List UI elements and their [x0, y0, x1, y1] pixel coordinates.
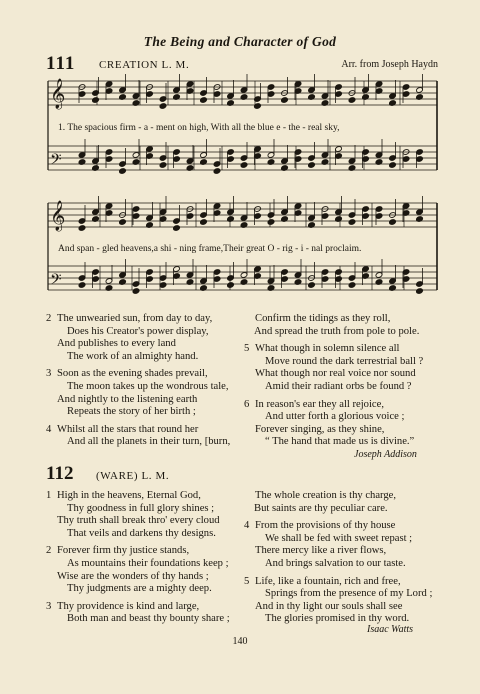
note-head: [281, 97, 289, 104]
verse-line: [46, 394, 246, 407]
verse-text: Whilst all the stars that round her: [57, 423, 199, 435]
verse-line: [46, 558, 246, 571]
verse-text: The unwearied sun, from day to day,: [57, 313, 213, 324]
note-head: [159, 162, 167, 169]
verse: [46, 424, 246, 449]
note-head: [92, 97, 100, 104]
verse-line: [244, 326, 444, 339]
verse-number: 2: [46, 545, 52, 557]
verse-line: [244, 424, 444, 437]
treble-clef-icon: 𝄞: [50, 201, 66, 231]
note-head: [240, 162, 248, 169]
verse-line: [244, 343, 444, 356]
verse: [46, 545, 246, 595]
verse-text: Forever firm thy justice stands,: [57, 545, 190, 557]
verse-line: [244, 503, 444, 516]
verse-text: Thy judgments are a mighty deep.: [67, 583, 212, 595]
verse: [244, 343, 444, 393]
verse-text: Both man and beast thy bounty share ;: [67, 613, 230, 625]
verse-text: The glories promised in thy word.: [265, 613, 410, 625]
verse-line: [244, 368, 444, 381]
note-head: [119, 219, 127, 226]
verse-line: [244, 411, 444, 424]
verse-text: And all the planets in their turn, [burn,: [67, 436, 231, 448]
hymn-112-number: 112: [46, 463, 74, 484]
verse: [244, 399, 444, 449]
verse-text: But saints are thy peculiar care.: [254, 502, 388, 514]
verse-line: [244, 399, 444, 412]
verse-text: Repeats the story of her birth ;: [67, 406, 196, 418]
page-header: The Being and Character of God: [143, 34, 337, 49]
note-head: [389, 162, 397, 169]
note-head: [227, 282, 235, 289]
hymn-111-verses-right: [244, 313, 444, 454]
verse-line: [244, 520, 444, 533]
verse-text: Thy providence is kind and large,: [57, 600, 200, 612]
verse-number: 6: [244, 398, 250, 410]
note-head: [78, 282, 86, 289]
verse-text: Wise are the wonders of thy hands ;: [57, 570, 209, 582]
verse-line: [244, 601, 444, 614]
page-number: 140: [232, 636, 248, 647]
verse-text: Thy goodness in full glory shines ;: [67, 502, 215, 514]
verse-line: [46, 613, 246, 626]
verse-line: [46, 515, 246, 528]
verse-text: That veils and darkens thy designs.: [67, 527, 216, 539]
verse-text: What though nor real voice nor sound: [255, 368, 416, 380]
verse-text: “ The hand that made us is divine.”: [265, 436, 415, 448]
lyric-line-1: 1. The spacious firm - a - ment on high, With all the blue e - the - real sky,: [58, 123, 340, 133]
verse: [46, 601, 246, 626]
note-head: [308, 162, 316, 169]
hymn-112-verses-left: [46, 490, 246, 631]
hymn-112-author: Isaac Watts: [367, 624, 414, 635]
verse-text: And in thy light our souls shall see: [255, 600, 403, 612]
verse-text: Life, like a fountain, rich and free,: [255, 575, 401, 587]
verse-line: [46, 571, 246, 584]
verse: [46, 368, 246, 418]
hymn-112-verses-right: [244, 490, 444, 631]
verse-line: [46, 368, 246, 381]
bass-clef-icon: 𝄢: [50, 271, 62, 292]
verse-number: 4: [46, 423, 52, 435]
verse-line: [46, 351, 246, 364]
verse-text: Forever singing, as they shine,: [255, 423, 385, 435]
note-head: [200, 219, 208, 226]
verse-line: [244, 436, 444, 449]
verse-text: As mountains their foundations keep ;: [67, 557, 229, 569]
verse-number: 3: [46, 368, 52, 380]
verse-line: [244, 588, 444, 601]
note-head: [348, 282, 356, 289]
verse-text: And utter forth a glorious voice ;: [265, 411, 405, 423]
verse-text: And nightly to the listening earth: [57, 393, 198, 405]
verse-line: [46, 436, 246, 449]
verse-line: [46, 326, 246, 339]
verse-text: And spread the truth from pole to pole.: [254, 325, 420, 337]
verse-text: We shall be fed with sweet repast ;: [265, 532, 413, 544]
verse-number: 1: [46, 490, 52, 501]
note-head: [173, 225, 181, 232]
verse-line: [46, 528, 246, 541]
note-head: [213, 168, 221, 175]
verse: [46, 490, 246, 540]
verse-text: And brings salvation to our taste.: [265, 557, 406, 569]
verse-text: High in the heavens, Eternal God,: [57, 490, 201, 501]
verse-text: Springs from the presence of my Lord ;: [265, 588, 433, 600]
verse-text: The work of an almighty hand.: [67, 350, 199, 362]
verse-line: [244, 545, 444, 558]
music-attribution: Arr. from Joseph Haydn: [341, 59, 438, 70]
verse-line: [46, 424, 246, 437]
verse-line: [46, 490, 246, 503]
tune-name: CREATION L. M.: [99, 59, 190, 71]
verse-text: Move round the dark terrestrial ball ?: [265, 355, 424, 367]
hymn-112-tune: (WARE) L. M.: [96, 470, 170, 482]
note-head: [200, 97, 208, 104]
verse-text: In reason's ear they all rejoice,: [255, 398, 384, 410]
verse-line: [244, 381, 444, 394]
note-head: [132, 288, 140, 295]
verse-text: From the provisions of thy house: [255, 520, 396, 532]
verse-line: [46, 313, 246, 326]
verse-line: [244, 558, 444, 571]
verse-text: Confirm the tidings as they roll,: [255, 313, 391, 324]
verse: [244, 520, 444, 570]
note-head: [78, 225, 86, 232]
verse-line: [244, 313, 444, 326]
note-head: [389, 219, 397, 226]
verse-number: 5: [244, 575, 250, 587]
verse: [46, 313, 246, 363]
verse-line: [46, 503, 246, 516]
note-head: [348, 219, 356, 226]
note-head: [308, 282, 316, 289]
verse-line: [244, 490, 444, 503]
verse-number: 2: [46, 313, 52, 324]
note-head: [119, 168, 127, 175]
verse-number: 3: [46, 600, 52, 612]
note-head: [416, 288, 424, 295]
verse-line: [46, 583, 246, 596]
verse-number: 5: [244, 343, 250, 355]
verse-line: [46, 406, 246, 419]
hymn-111-author: Joseph Addison: [354, 449, 417, 460]
note-head: [267, 219, 275, 226]
verse: [244, 576, 444, 626]
verse-text: There mercy like a river flows,: [255, 545, 387, 557]
verse-text: The moon takes up the wondrous tale,: [67, 380, 229, 392]
verse-text: What though in solemn silence all: [255, 343, 400, 355]
verse-number: 4: [244, 520, 250, 532]
verse: [244, 490, 444, 515]
hymn-number: 111: [46, 53, 76, 74]
note-head: [348, 97, 356, 104]
verse-line: [244, 613, 444, 626]
verse-text: Soon as the evening shades prevail,: [57, 368, 208, 380]
verse-line: [244, 356, 444, 369]
verse-line: [244, 533, 444, 546]
verse-line: [244, 576, 444, 589]
verse-text: Does his Creator's power display,: [67, 325, 209, 337]
verse-text: And publishes to every land: [57, 338, 176, 350]
verse-line: [46, 338, 246, 351]
verse-text: Amid their radiant orbs be found ?: [265, 380, 412, 392]
note-head: [159, 103, 167, 110]
verse-line: [46, 601, 246, 614]
verse: [244, 313, 444, 338]
hymn-111-verses-left: [46, 313, 246, 454]
verse-line: [46, 545, 246, 558]
treble-clef-icon: 𝄞: [50, 79, 66, 109]
lyric-line-2: And span - gled heavens,a shi - ning frame,Their great O - rig - i - nal proclaim.: [58, 244, 362, 254]
verse-text: Thy truth shall break thro' every cloud: [57, 515, 220, 527]
verse-text: The whole creation is thy charge,: [255, 490, 397, 501]
bass-clef-icon: 𝄢: [50, 151, 62, 172]
verse-line: [46, 381, 246, 394]
